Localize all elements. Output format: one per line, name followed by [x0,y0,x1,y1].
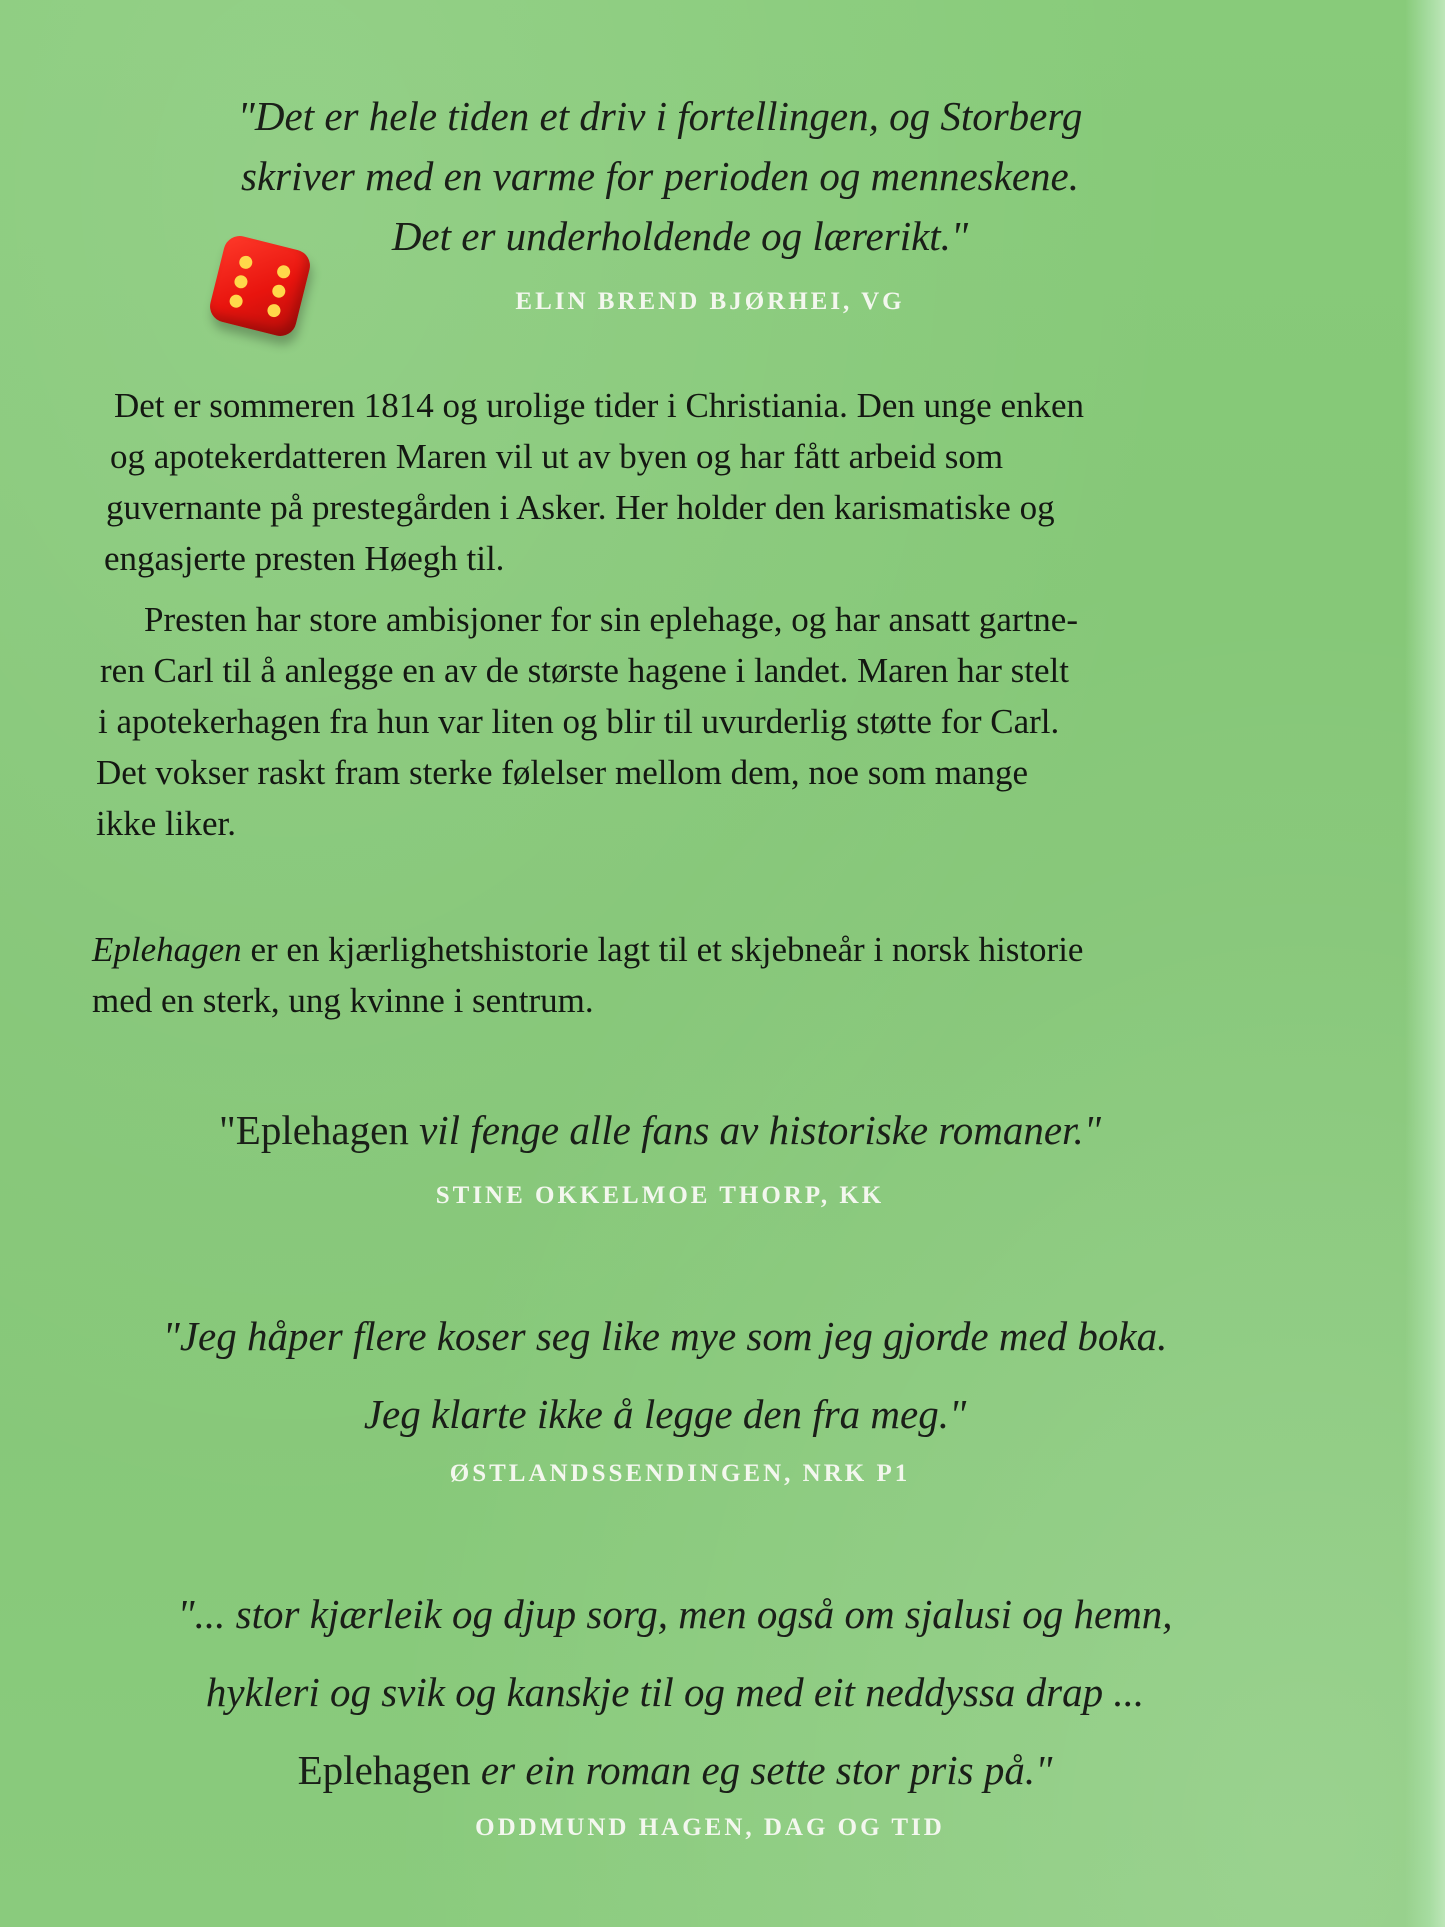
quote-1 [160,86,1160,266]
quote-4-book-title: Eplehagen [297,1747,471,1793]
blurb-p1-line-2: og apotekerdatteren Maren vil ut av byen og har fått arbeid som [110,437,1004,476]
quote-1-line-3: Det er underholdende og lærerikt." [391,213,969,259]
blurb-p1-line-4: engasjerte presten Høegh til. [104,539,505,578]
quote-2-rest: vil fenge alle fans av historiske romaner." [408,1107,1101,1153]
quote-4-line-2: hykleri og svik og kanskje til og med eit neddyssa drap ... [205,1669,1145,1715]
blurb-p2-line-2: ren Carl til å anlegge en av de største hagene i landet. Maren har stelt [100,651,1069,690]
blurb-p2-line-4: Det vokser raskt fram sterke følelser mellom dem, noe som mange [96,753,1029,792]
quote-1-attribution: ELIN BREND BJØRHEI, VG [515,288,905,315]
quote-2-attribution: STINE OKKELMOE THORP, KK [435,1182,885,1209]
quote-2-book-title: Eplehagen [235,1107,409,1153]
quote-3 [120,1306,1210,1444]
blurb-p3-line-1 [92,924,1332,975]
quote-3-line-1: "Jeg håper flere koser seg like mye som jeg gjorde med boka. [162,1313,1168,1359]
book-title: Eplehagen [92,930,242,969]
blurb-paragraph-3 [92,924,1332,1026]
quote-3-line-2: Jeg klarte ikke å legge den fra meg." [363,1391,967,1437]
quote-2-open-mark: " [219,1107,236,1153]
quote-4 [120,1584,1230,1800]
quote-4-line-1: "... stor kjærleik og djup sorg, men også om sjalusi og hemn, [177,1591,1173,1637]
blurb-p1-line-3: guvernante på prestegården i Asker. Her holder den karismatiske og [106,488,1055,527]
blurb-p1-line-1: Det er sommeren 1814 og urolige tider i Christiania. Den unge enken [114,386,1085,425]
blurb-p2-line-3: i apotekerhagen fra hun var liten og blir til uvurderlig støtte for Carl. [98,702,1060,741]
blurb-paragraph-2 [96,594,1336,849]
blurb-p3-line-1-rest: er en kjærlighetshistorie lagt til et skjebneår i norsk historie [241,930,1084,969]
blurb-p3-line-2: med en sterk, ung kvinne i sentrum. [92,981,594,1020]
quote-4-rest: er ein roman eg sette stor pris på." [470,1747,1053,1793]
cover-edge [1405,0,1445,1927]
quote-1-line-1: "Det er hele tiden et driv i fortellingen, og Storberg [237,93,1083,139]
blurb-p2-line-1: Presten har store ambisjoner for sin eplehage, og har ansatt gartne- [144,600,1078,639]
quote-4-line-3 [120,1740,1230,1800]
quote-2-line-1 [130,1100,1190,1160]
blurb-paragraph-1 [96,380,1336,584]
quote-2 [130,1100,1190,1160]
quote-3-attribution: ØSTLANDSSENDINGEN, NRK P1 [449,1460,911,1487]
blurb-p2-line-5: ikke liker. [96,804,236,843]
quote-1-line-2: skriver med en varme for perioden og menneskene. [241,153,1079,199]
quote-4-attribution: ODDMUND HAGEN, DAG OG TID [475,1814,945,1841]
